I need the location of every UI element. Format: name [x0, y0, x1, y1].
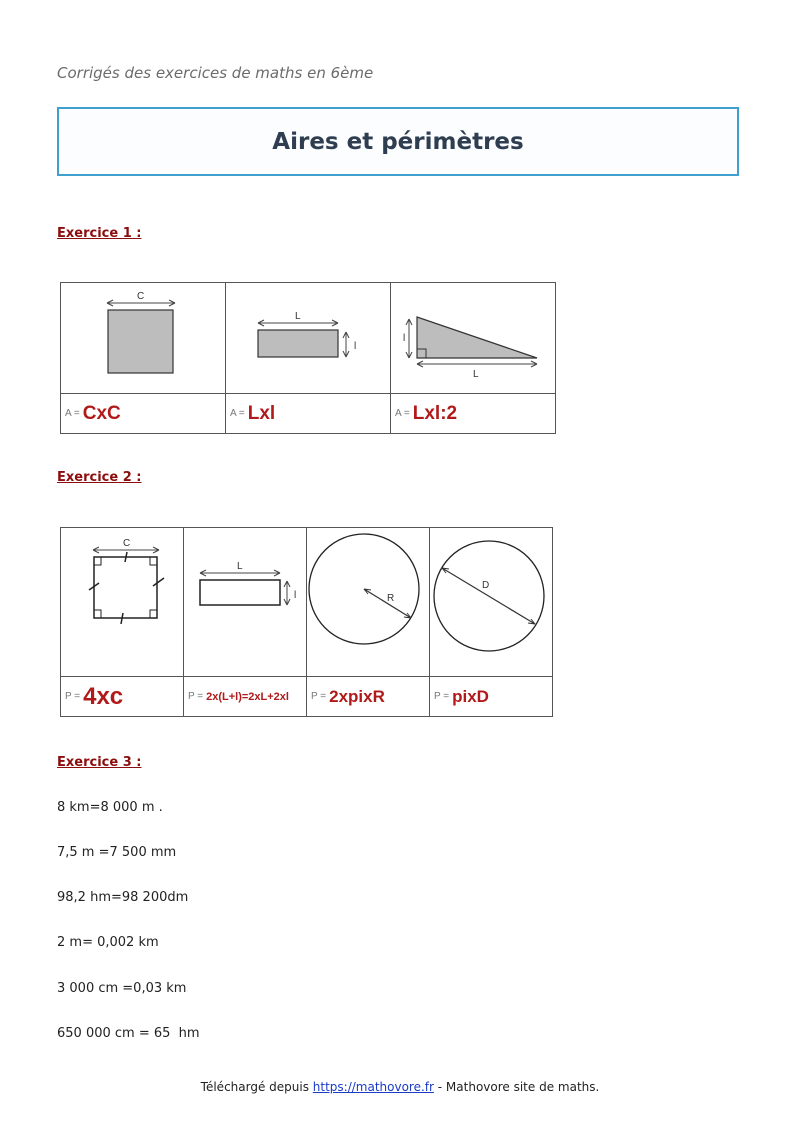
- exercise-2-figure: [60, 527, 553, 717]
- rectangle-perimeter-diagram: [184, 528, 306, 672]
- footer-link[interactable]: https://mathovore.fr: [312, 1080, 434, 1094]
- triangle-diagram: [391, 283, 555, 389]
- conversion-line: 650 000 cm = 65 hm: [57, 1026, 200, 1041]
- conversion-line: 98,2 hm=98 200dm: [57, 890, 189, 905]
- square-side-label-2: C: [123, 538, 131, 549]
- formula-circle-diameter-perimeter: P = pixD: [430, 677, 553, 717]
- exercise-1-figure: [60, 282, 556, 434]
- rect-length-label-2: L: [237, 561, 243, 572]
- conversion-line: 3 000 cm =0,03 km: [57, 981, 187, 996]
- rectangle-perimeter-cell: [184, 528, 307, 677]
- conversion-line: 8 km=8 000 m .: [57, 800, 163, 815]
- radius-label: R: [387, 593, 395, 604]
- square-cell: [61, 283, 226, 394]
- circle-radius-cell: [307, 528, 430, 677]
- rect-length-label: L: [295, 311, 301, 322]
- exercise-1-heading: Exercice 1 :: [57, 226, 142, 241]
- circle-diameter-diagram: [430, 528, 552, 672]
- formula-rectangle-area: A = Lxl: [226, 394, 391, 434]
- square-side-label: C: [137, 291, 145, 302]
- square-diagram: [61, 283, 225, 389]
- exercise-3-heading: Exercice 3 :: [57, 755, 142, 770]
- formula-square-area: A = CxC: [61, 394, 226, 434]
- conversion-line: 7,5 m =7 500 mm: [57, 845, 177, 860]
- page-title: Aires et périmètres: [272, 128, 524, 155]
- diameter-label: D: [482, 580, 490, 591]
- circle-diameter-cell: [430, 528, 553, 677]
- tri-base-label: L: [473, 369, 479, 380]
- rect-width-label-2: l: [294, 590, 297, 601]
- square-perimeter-diagram: [61, 528, 183, 672]
- formula-triangle-area: A = Lxl:2: [391, 394, 556, 434]
- rect-width-label: l: [354, 341, 357, 352]
- formula-square-perimeter: P = 4xc: [61, 677, 184, 717]
- title-box: [57, 107, 739, 176]
- circle-radius-diagram: [307, 528, 429, 672]
- conversion-line: 2 m= 0,002 km: [57, 935, 159, 950]
- formula-circle-radius-perimeter: P = 2xpixR: [307, 677, 430, 717]
- triangle-cell: [391, 283, 556, 394]
- footer-prefix: Téléchargé depuis: [200, 1080, 313, 1094]
- formula-rectangle-perimeter: P = 2x(L+l)=2xL+2xl: [184, 677, 307, 717]
- rectangle-diagram: [226, 283, 390, 389]
- exercise-2-heading: Exercice 2 :: [57, 470, 142, 485]
- footer: [0, 1080, 800, 1094]
- footer-suffix: - Mathovore site de maths.: [433, 1080, 600, 1094]
- rectangle-cell: [226, 283, 391, 394]
- square-perimeter-cell: [61, 528, 184, 677]
- tri-height-label: l: [403, 333, 406, 344]
- page-subtitle: Corrigés des exercices de maths en 6ème: [57, 64, 374, 82]
